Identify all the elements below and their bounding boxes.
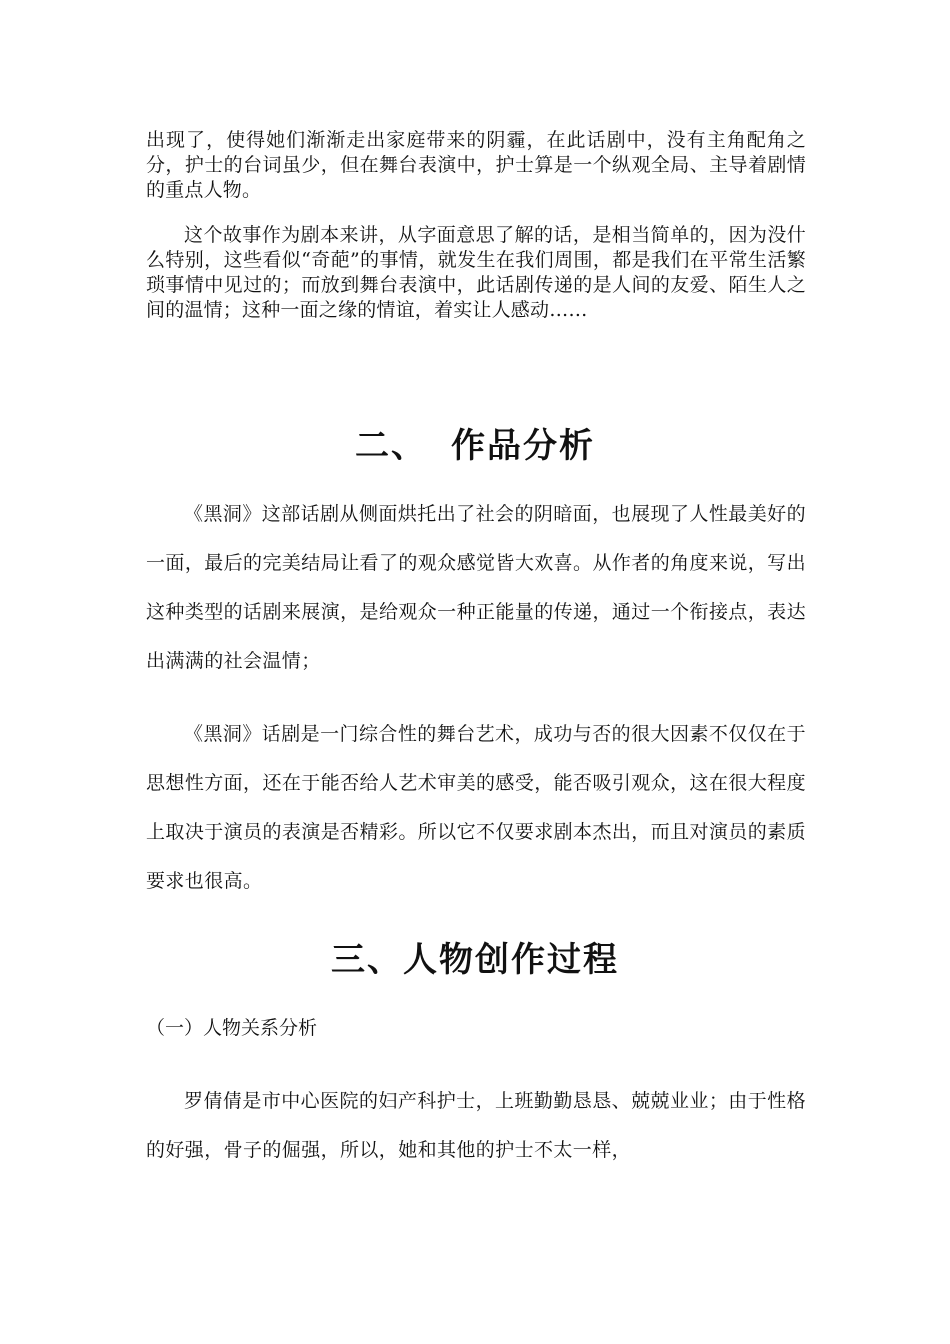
paragraph-story-summary: 这个故事作为剧本来讲，从字面意思了解的话，是相当简单的，因为没什么特别，这些看似“奇葩”的事情，就发生在我们周围，都是我们在平常生活繁琐事情中见过的；而放到舞台表演中，此话剧传递的是人间的友爱、陌生人之间的温情；这种一面之缘的情谊，着实让人感动…… [146, 224, 806, 321]
subheading-character-relations: （一）人物关系分析 [146, 1017, 318, 1039]
section-heading-work-analysis [0, 418, 950, 467]
paragraph-work-analysis-1: 《黑洞》这部话剧从侧面烘托出了社会的阴暗面，也展现了人性最美好的一面，最后的完美结局让看了的观众感觉皆大欢喜。从作者的角度来说，写出这种类型的话剧来展演，是给观众一种正能量的传递，通过一个衔接点，表达出满满的社会温情； [146, 503, 806, 672]
paragraph-intro-continuation: 出现了，使得她们渐渐走出家庭带来的阴霾，在此话剧中，没有主角配角之分，护士的台词虽少，但在舞台表演中，护士算是一个纵观全局、主导着剧情的重点人物。 [146, 129, 806, 201]
section-heading-character-creation: 三、人物创作过程 [331, 940, 619, 980]
section-title: 作品分析 [451, 426, 595, 466]
section-number: 二、 [355, 426, 427, 466]
paragraph-work-analysis-2: 《黑洞》话剧是一门综合性的舞台艺术，成功与否的很大因素不仅仅在于思想性方面，还在于能否给人艺术审美的感受，能否吸引观众，这在很大程度上取决于演员的表演是否精彩。所以它不仅要求剧本杰出，而且对演员的素质要求也很高。 [146, 723, 806, 892]
paragraph-character-intro: 罗倩倩是市中心医院的妇产科护士，上班勤勤恳恳、兢兢业业；由于性格的好强，骨子的倔强，所以，她和其他的护士不太一样， [146, 1090, 806, 1161]
